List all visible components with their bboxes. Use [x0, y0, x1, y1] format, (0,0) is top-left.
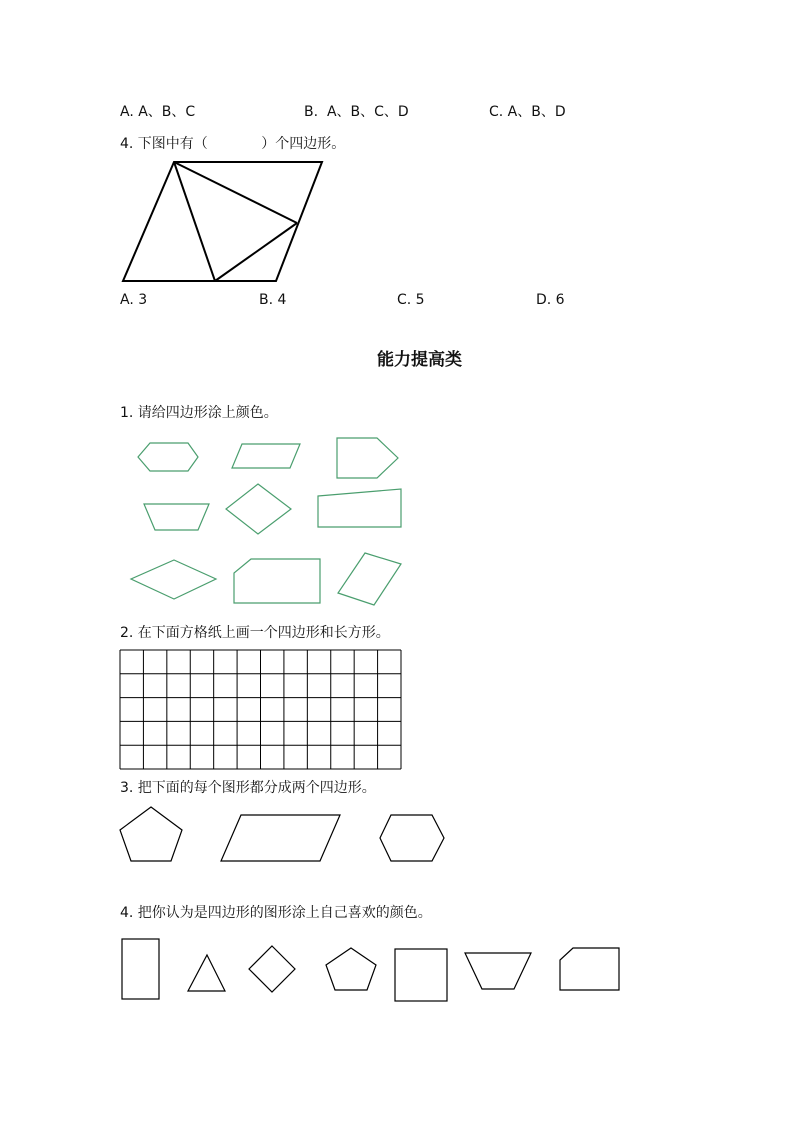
- ex3-prompt: 3. 把下面的每个图形都分成两个四边形。: [120, 780, 376, 796]
- section-title: 能力提高类: [377, 350, 462, 370]
- q4-option-b: B. 4: [259, 292, 287, 308]
- square-shape: [395, 949, 447, 1001]
- q4-option-a: A. 3: [120, 292, 148, 308]
- trapezoid-shape: [465, 953, 531, 989]
- diamond-shape: [249, 946, 295, 992]
- ex2-prompt: 2. 在下面方格纸上画一个四边形和长方形。: [120, 625, 390, 641]
- q4-option-c: C. 5: [397, 292, 425, 308]
- triangle-shape: [188, 955, 225, 991]
- ex4-prompt: 4. 把你认为是四边形的图形涂上自己喜欢的颜色。: [120, 905, 432, 921]
- ex1-prompt: 1. 请给四边形涂上颜色。: [120, 405, 278, 421]
- option-c: C. A、B、D: [489, 104, 566, 120]
- pentagon-shape: [326, 948, 376, 990]
- rectangle-shape: [122, 939, 159, 999]
- option-b: B. A、B、C、D: [304, 104, 409, 120]
- q4-option-d: D. 6: [536, 292, 565, 308]
- cut-corner-shape: [560, 948, 619, 990]
- option-a: A. A、B、C: [120, 104, 196, 120]
- q4-prompt: 4. 下图中有（ ）个四边形。: [120, 136, 346, 152]
